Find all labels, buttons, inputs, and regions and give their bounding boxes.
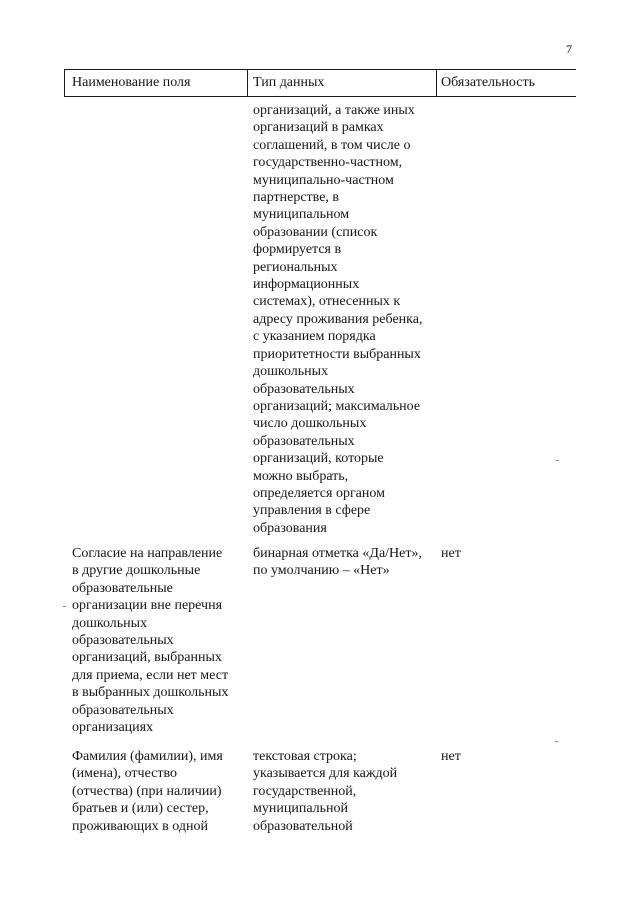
header-divider	[64, 69, 65, 97]
table-cell-required: нет	[441, 546, 461, 561]
table-cell-required: нет	[441, 749, 461, 764]
table-header-cell: Наименование поля	[72, 75, 191, 90]
table-cell-type: организаций, а также иных организаций в рамках соглашений, в том числе о государственно-частном, муниципально-частном партнерстве, в муниципальном образовании (список формируется в региональных информационных системах), отнесенных к адресу проживания ребенка, с указанием порядка приоритетности выбранных дошкольных образовательных организаций; максимальное число дошкольных образовательных организаций, которые можно выбрать, определяется органом управления в сфере образования	[253, 103, 423, 536]
table-cell-field: Фамилия (фамилии), имя (имена), отчество (отчества) (при наличии) братьев и (или) сестер, проживающих в одной	[72, 749, 223, 834]
scan-speck	[63, 606, 66, 607]
header-divider	[247, 69, 248, 97]
table-header-cell: Тип данных	[253, 75, 325, 90]
table-top-border	[64, 69, 576, 70]
table-cell-field: Согласие на направление в другие дошкольные образовательные организации вне перечня дошкольных образовательных организаций, выбранных для приема, если нет мест в выбранных дошкольных образовательных организациях	[72, 546, 229, 736]
table-header-bottom-border	[64, 96, 576, 97]
header-divider	[436, 69, 437, 97]
table-cell-type: текстовая строка; указывается для каждой государственной, муниципальной образовательной	[253, 749, 398, 834]
page-number: 7	[566, 42, 572, 56]
table-header-cell: Обязательность	[441, 75, 535, 90]
scan-speck	[555, 741, 558, 742]
scan-speck	[556, 460, 559, 461]
table-cell-type: бинарная отметка «Да/Нет», по умолчанию – «Нет»	[253, 546, 422, 579]
